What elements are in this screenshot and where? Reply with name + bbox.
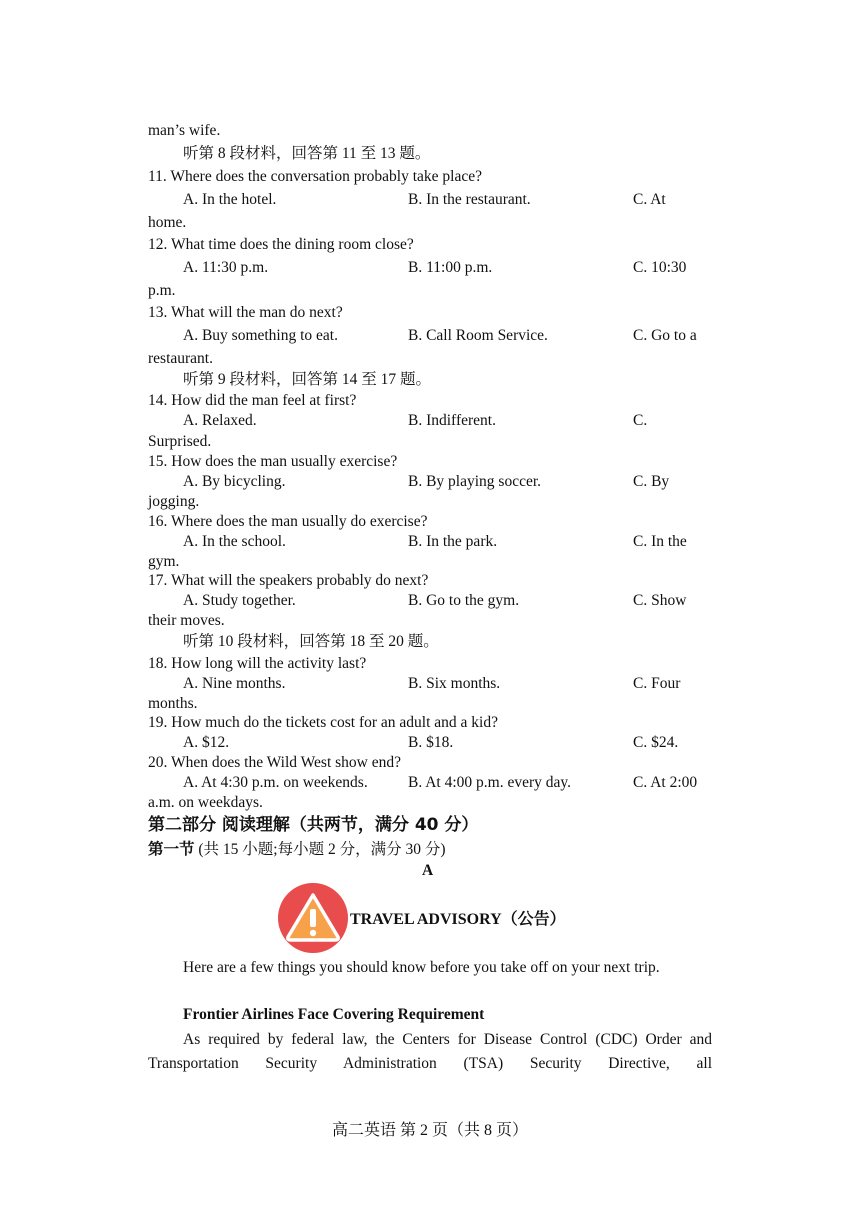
part-heading: 第二部分 阅读理解（共两节，满分 40 分） bbox=[148, 815, 479, 835]
question-19: 19. How much do the tickets cost for an adult and a kid? bbox=[148, 714, 498, 731]
q11-option-c-continued: home. bbox=[148, 214, 187, 231]
q16-option-c: C. In the bbox=[633, 533, 687, 550]
q18-option-c: C. Four bbox=[633, 675, 681, 692]
q18-option-a: A. Nine months. bbox=[183, 675, 286, 692]
q11-option-a: A. In the hotel. bbox=[183, 191, 277, 208]
q20-option-a: A. At 4:30 p.m. on weekends. bbox=[183, 774, 368, 791]
passage-intro: Here are a few things you should know before you take off on your next trip. bbox=[183, 959, 660, 976]
q19-option-c: C. $24. bbox=[633, 734, 679, 751]
q13-option-c: C. Go to a bbox=[633, 327, 697, 344]
continued-text: man’s wife. bbox=[148, 122, 221, 139]
q17-option-b: B. Go to the gym. bbox=[408, 592, 520, 609]
q15-option-a: A. By bicycling. bbox=[183, 473, 286, 490]
passage-body: As required by federal law, the Centers for Disease Control (CDC) Order and Transportation Security Administration (TSA) Security Directive, all bbox=[148, 1031, 712, 1072]
q16-option-b: B. In the park. bbox=[408, 533, 498, 550]
advisory-title: TRAVEL ADVISORY（公告） bbox=[350, 911, 566, 928]
question-15: 15. How does the man usually exercise? bbox=[148, 453, 398, 470]
question-12: 12. What time does the dining room close? bbox=[148, 236, 414, 253]
q14-option-b: B. Indifferent. bbox=[408, 412, 496, 429]
q12-option-a: A. 11:30 p.m. bbox=[183, 259, 269, 276]
passage-subheading: Frontier Airlines Face Covering Requirement bbox=[183, 1006, 485, 1023]
question-20: 20. When does the Wild West show end? bbox=[148, 754, 401, 771]
section-intro-8: 听第 8 段材料，回答第 11 至 13 题。 bbox=[183, 145, 431, 162]
q12-option-c: C. 10:30 bbox=[633, 259, 687, 276]
q17-option-c: C. Show bbox=[633, 592, 687, 609]
q11-option-b: B. In the restaurant. bbox=[408, 191, 531, 208]
section-intro-9: 听第 9 段材料，回答第 14 至 17 题。 bbox=[183, 371, 432, 388]
section-heading bbox=[148, 839, 446, 860]
question-11: 11. Where does the conversation probably take place? bbox=[148, 168, 482, 185]
section-note: (共 15 小题;每小题 2 分，满分 30 分) bbox=[194, 841, 446, 858]
q13-option-c-continued: restaurant. bbox=[148, 350, 213, 367]
q20-option-c-continued: a.m. on weekdays. bbox=[148, 794, 263, 811]
q14-option-c-continued: Surprised. bbox=[148, 433, 212, 450]
warning-icon bbox=[277, 882, 349, 954]
section-intro-10: 听第 10 段材料，回答第 18 至 20 题。 bbox=[183, 633, 439, 650]
q16-option-c-continued: gym. bbox=[148, 553, 180, 570]
q18-option-b: B. Six months. bbox=[408, 675, 501, 692]
q13-option-b: B. Call Room Service. bbox=[408, 327, 548, 344]
question-18: 18. How long will the activity last? bbox=[148, 655, 367, 672]
question-17: 17. What will the speakers probably do next? bbox=[148, 572, 429, 589]
q19-option-b: B. $18. bbox=[408, 734, 454, 751]
question-13: 13. What will the man do next? bbox=[148, 304, 343, 321]
question-16: 16. Where does the man usually do exercise? bbox=[148, 513, 428, 530]
q15-option-c: C. By bbox=[633, 473, 670, 490]
q18-option-c-continued: months. bbox=[148, 695, 198, 712]
q13-option-a: A. Buy something to eat. bbox=[183, 327, 338, 344]
q15-option-c-continued: jogging. bbox=[148, 493, 200, 510]
q14-option-a: A. Relaxed. bbox=[183, 412, 257, 429]
q19-option-a: A. $12. bbox=[183, 734, 230, 751]
q15-option-b: B. By playing soccer. bbox=[408, 473, 542, 490]
q14-option-c: C. bbox=[633, 412, 648, 429]
q20-option-c: C. At 2:00 bbox=[633, 774, 698, 791]
q20-option-b: B. At 4:00 p.m. every day. bbox=[408, 774, 572, 791]
q17-option-c-continued: their moves. bbox=[148, 612, 225, 629]
q17-option-a: A. Study together. bbox=[183, 592, 296, 609]
question-14: 14. How did the man feel at first? bbox=[148, 392, 357, 409]
passage-letter: A bbox=[422, 862, 434, 879]
q16-option-a: A. In the school. bbox=[183, 533, 286, 550]
q11-option-c: C. At bbox=[633, 191, 666, 208]
q12-option-b: B. 11:00 p.m. bbox=[408, 259, 493, 276]
q12-option-c-continued: p.m. bbox=[148, 282, 176, 299]
section-label: 第一节 bbox=[148, 840, 195, 858]
page-footer: 高二英语 第 2 页（共 8 页） bbox=[331, 1122, 528, 1139]
